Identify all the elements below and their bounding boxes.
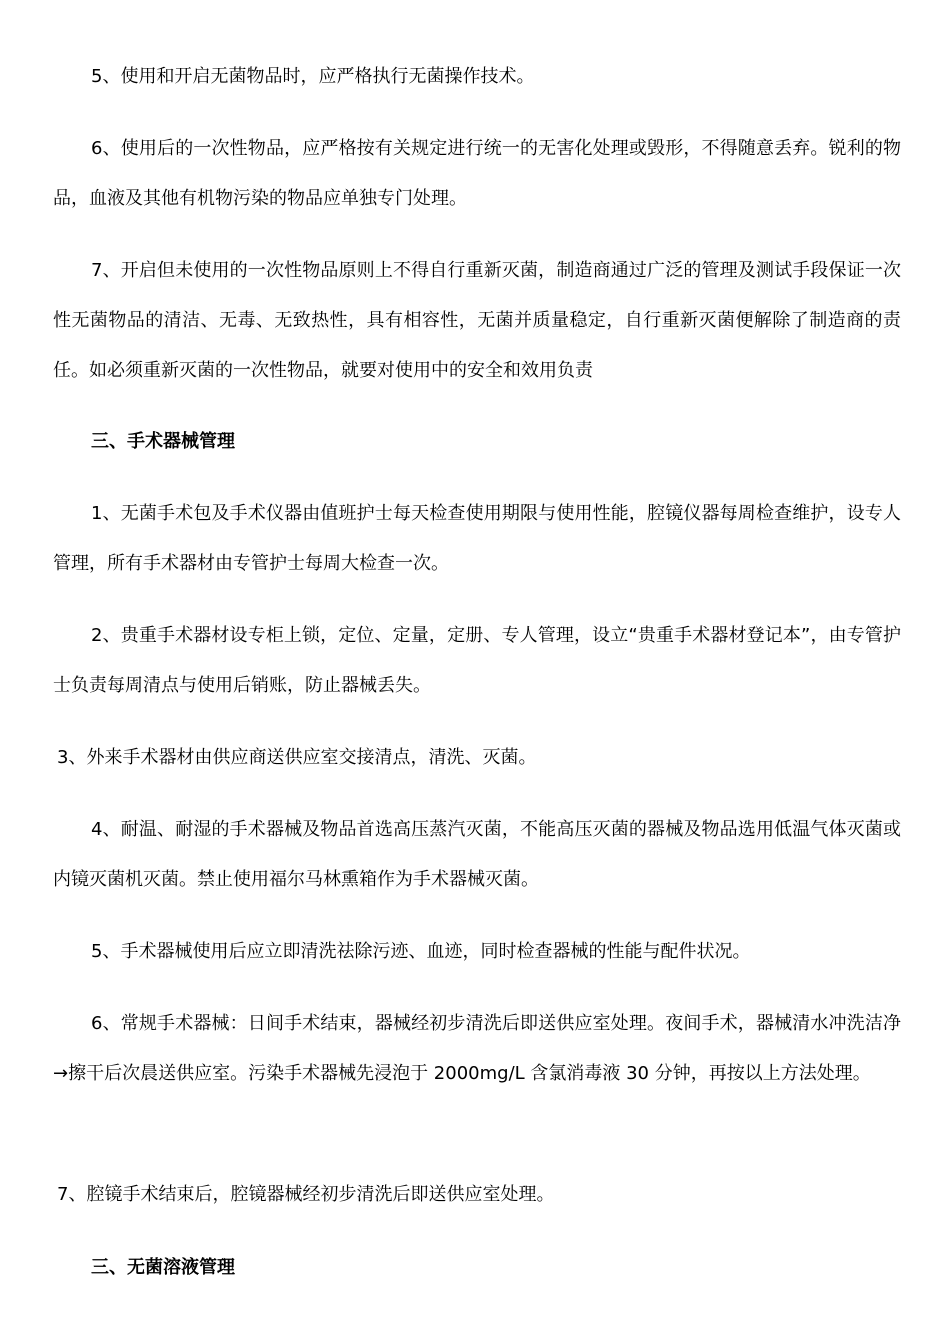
section-heading-instrument-management: 三、手术器械管理 <box>91 431 235 452</box>
paragraph-item-5-sterile-operation: 5、使用和开启无菌物品时，应严格执行无菌操作技术。 <box>91 66 535 87</box>
paragraph-instrument-7: 7、腔镜手术结束后，腔镜器械经初步清洗后即送供应室处理。 <box>57 1184 555 1205</box>
paragraph-item-7-resterilization: 7、开启但未使用的一次性物品原则上不得自行重新灭菌，制造商通过广泛的管理及测试手段保证一次性无菌物品的清洁、无毒、无致热性，具有相容性，无菌并质量稳定，自行重新灭菌便解除了制造商的责任。如必须重新灭菌的一次性物品，就要对使用中的安全和效用负责 <box>53 260 901 381</box>
paragraph-instrument-5: 5、手术器械使用后应立即清洗祛除污迹、血迹，同时检查器械的性能与配件状况。 <box>91 941 751 962</box>
paragraph-item-6-disposable-handling: 6、使用后的一次性物品，应严格按有关规定进行统一的无害化处理或毁形，不得随意丢弃。锐利的物品，血液及其他有机物污染的物品应单独专门处理。 <box>53 138 901 209</box>
paragraph-instrument-1: 1、无菌手术包及手术仪器由值班护士每天检查使用期限与使用性能，腔镜仪器每周检查维护，设专人管理，所有手术器材由专管护士每周大检查一次。 <box>53 503 901 574</box>
paragraph-instrument-2: 2、贵重手术器材设专柜上锁，定位、定量，定册、专人管理，设立“贵重手术器材登记本”，由专管护士负责每周清点与使用后销账，防止器械丢失。 <box>53 625 901 696</box>
paragraph-instrument-6: 6、常规手术器械：日间手术结束，器械经初步清洗后即送供应室处理。夜间手术，器械清水冲洗洁净→擦干后次晨送供应室。污染手术器械先浸泡于 2000mg/L 含氯消毒液 30 分钟，再按以上方法处理。 <box>53 1013 901 1084</box>
paragraph-instrument-4: 4、耐温、耐湿的手术器械及物品首选高压蒸汽灭菌，不能高压灭菌的器械及物品选用低温气体灭菌或内镜灭菌机灭菌。禁止使用福尔马林熏箱作为手术器械灭菌。 <box>53 819 901 890</box>
paragraph-instrument-3: 3、外来手术器材由供应商送供应室交接清点，清洗、灭菌。 <box>57 747 537 768</box>
section-heading-sterile-solution: 三、无菌溶液管理 <box>91 1257 235 1278</box>
